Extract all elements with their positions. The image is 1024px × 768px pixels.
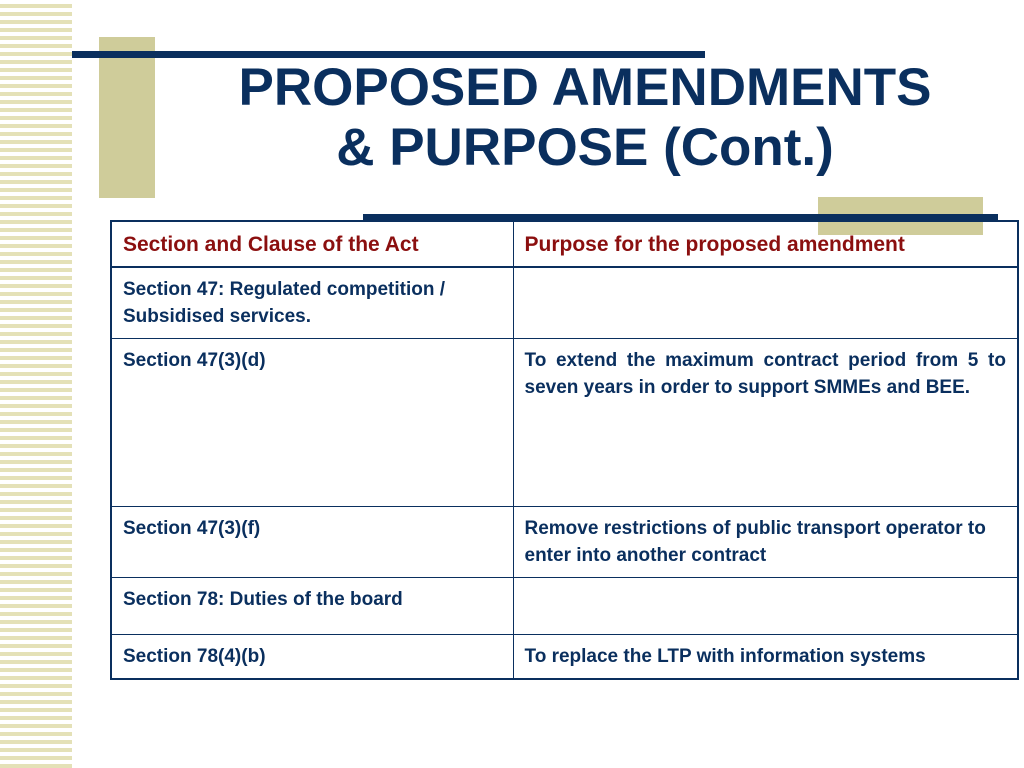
purpose-cell: To extend the maximum contract period from 5 to seven years in order to support SMMEs and BEE. (513, 339, 1018, 507)
purpose-cell (513, 578, 1018, 635)
title-rule-top (72, 51, 705, 58)
slide-title-line-2: & PURPOSE (Cont.) (336, 118, 834, 177)
purpose-cell: Remove restrictions of public transport operator to enter into another contract (513, 507, 1018, 578)
section-cell: Section 47(3)(d) (111, 339, 513, 507)
table-row (111, 339, 1018, 507)
table-row (111, 578, 1018, 635)
section-cell: Section 47(3)(f) (111, 507, 513, 578)
olive-accent-block-left (99, 37, 155, 198)
striped-margin-decoration (0, 0, 72, 768)
purpose-cell (513, 267, 1018, 339)
table-header-row (111, 221, 1018, 267)
table-row (111, 635, 1018, 680)
header-purpose: Purpose for the proposed amendment (513, 221, 1018, 267)
purpose-cell: To replace the LTP with information systems (513, 635, 1018, 680)
slide-title (160, 58, 1010, 178)
section-cell: Section 47: Regulated competition / Subsidised services. (111, 267, 513, 339)
slide-title-line-1: PROPOSED AMENDMENTS (238, 58, 932, 117)
amendments-table (110, 220, 1019, 680)
table-row (111, 267, 1018, 339)
section-cell: Section 78(4)(b) (111, 635, 513, 680)
header-section-clause: Section and Clause of the Act (111, 221, 513, 267)
table-row (111, 507, 1018, 578)
section-cell: Section 78: Duties of the board (111, 578, 513, 635)
